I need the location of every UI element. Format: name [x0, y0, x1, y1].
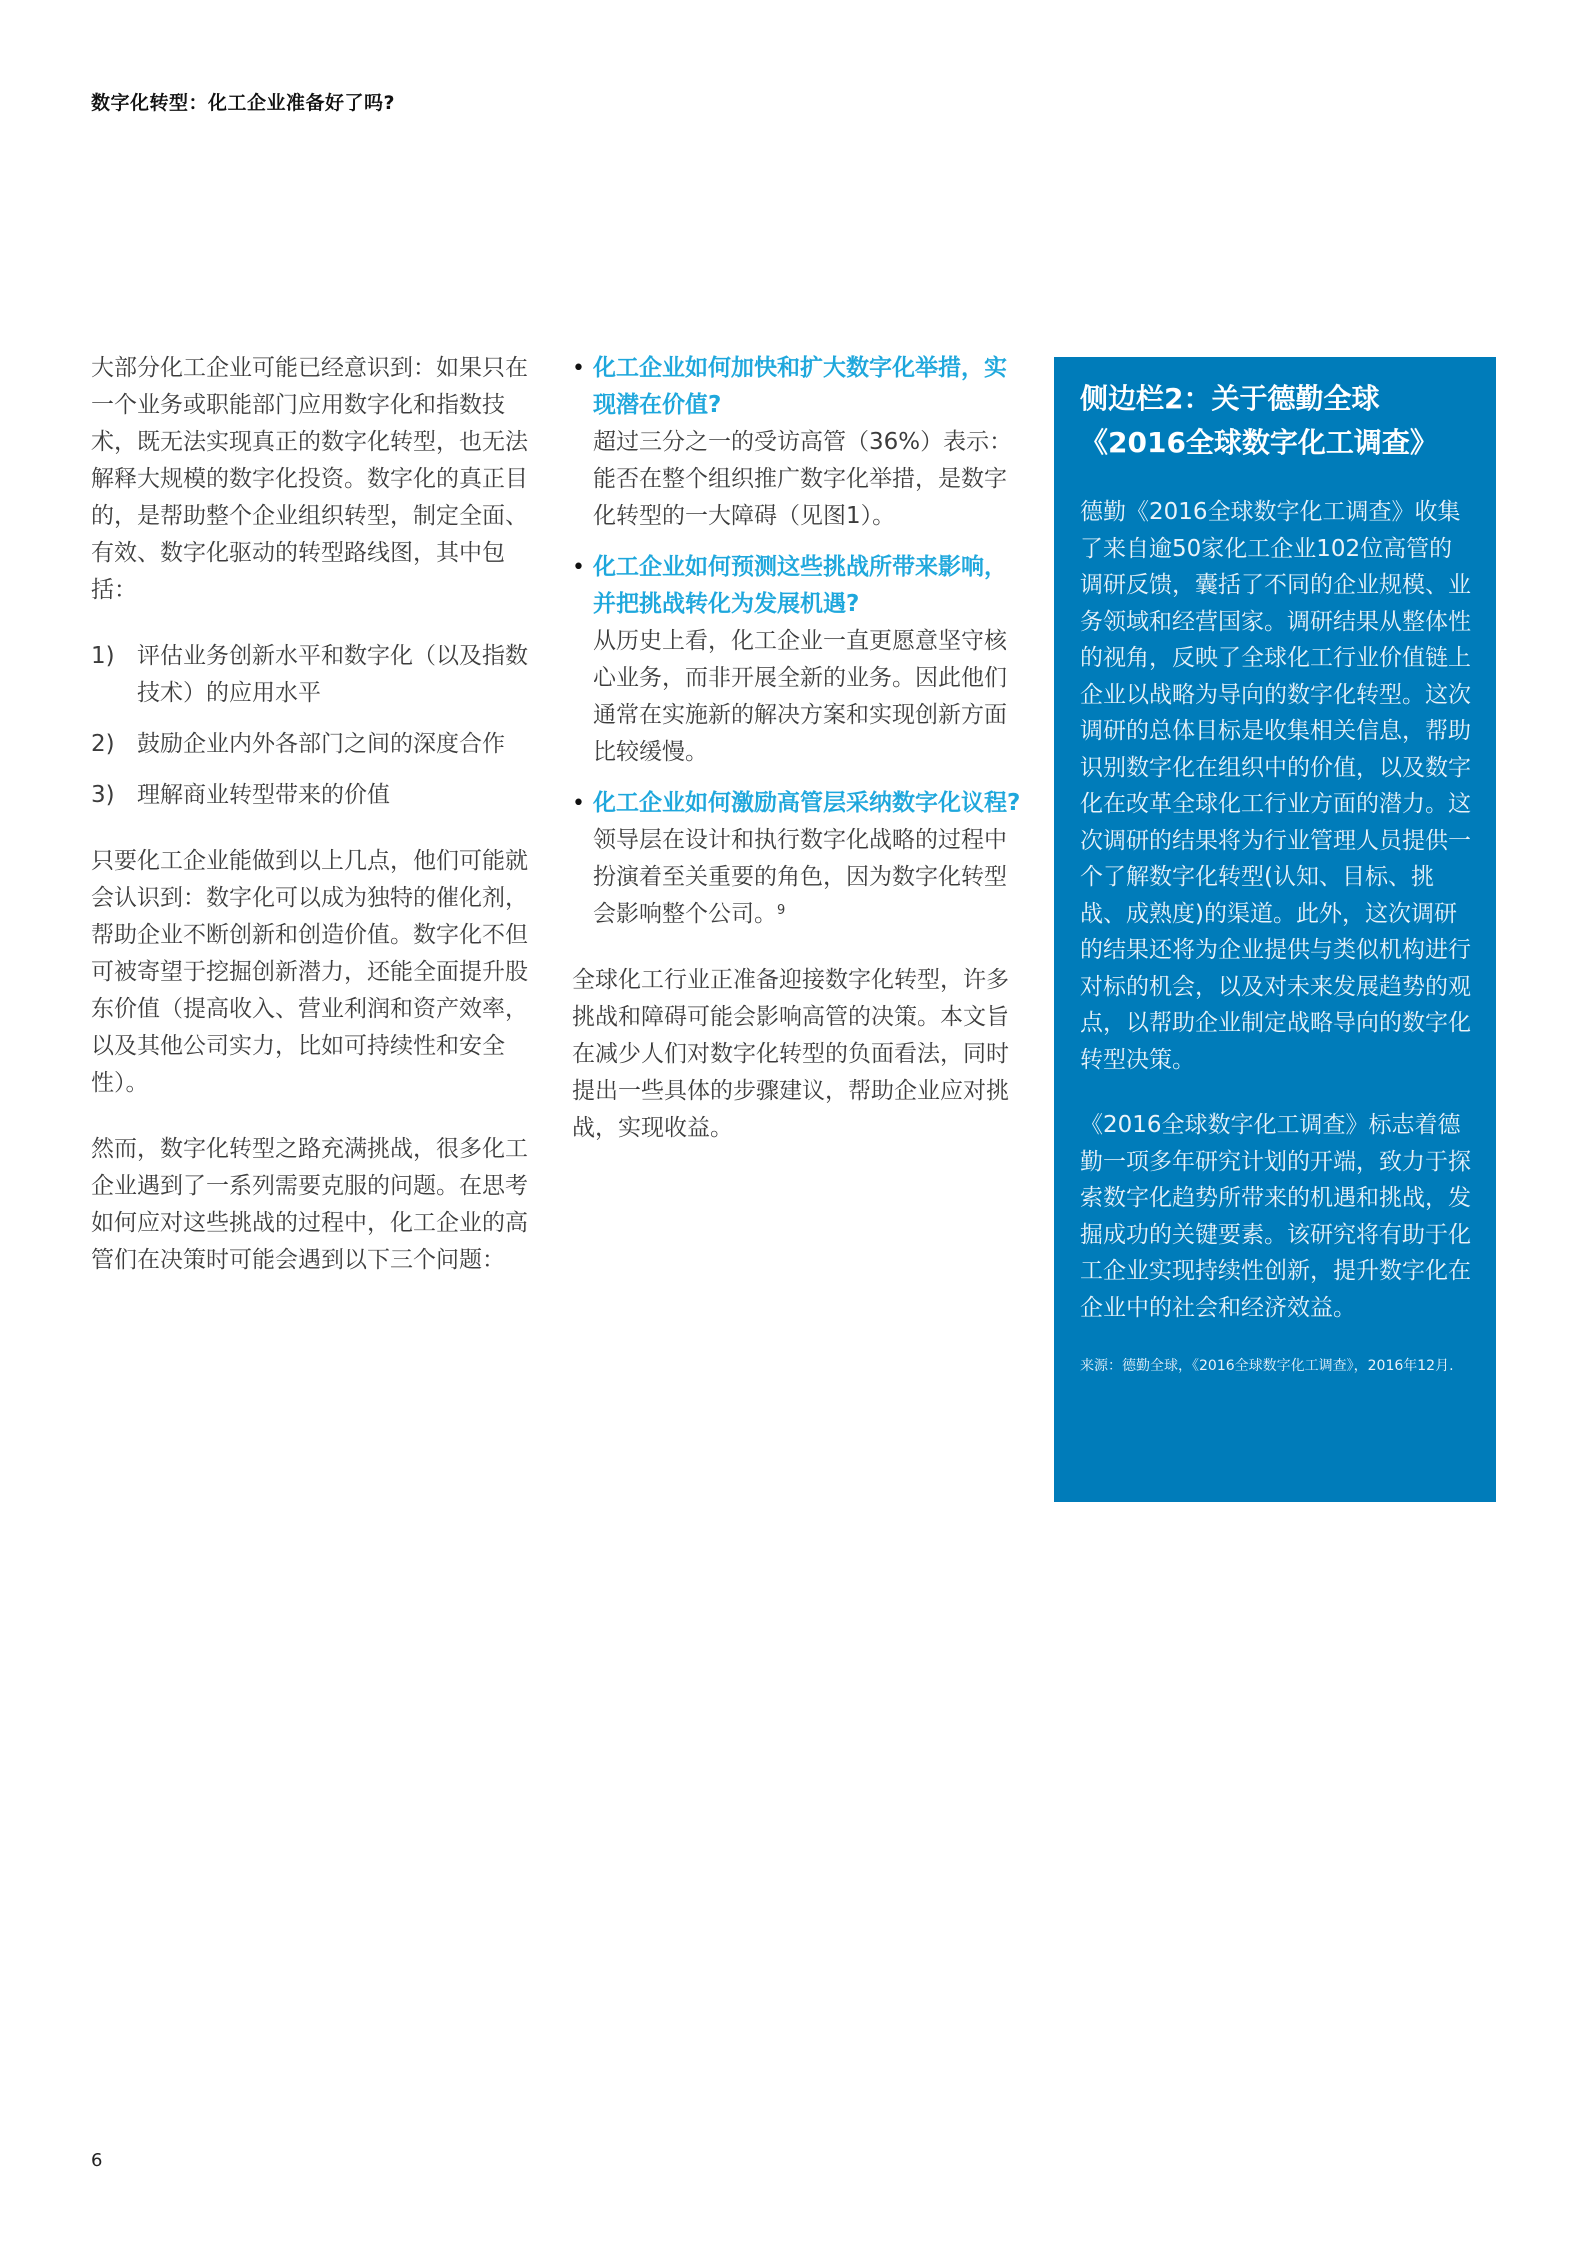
sidebar-title [1080, 377, 1471, 465]
question-answer: 超过三分之一的受访高管（36%）表示：能否在整个组织推广数字化举措，是数字化转型的一大障碍（见图1）。 [593, 429, 1013, 529]
left-column [91, 350, 536, 1308]
page-number: 6 [91, 2150, 103, 2171]
question-heading: 化工企业如何加快和扩大数字化举措，实现潜在价值? [593, 355, 1007, 418]
sidebar-paragraph-research: 《2016全球数字化工调查》标志着德勤一项多年研究计划的开端，致力于探索数字化趋势所带来的机遇和挑战，发掘成功的关键要素。该研究将有助于化工企业实现持续性创新，提升数字化在企业中的社会和经济效益。 [1080, 1112, 1471, 1321]
bullet-icon: • [572, 356, 585, 381]
list-text: 鼓励企业内外各部门之间的深度合作 [137, 731, 505, 757]
question-heading: 化工企业如何预测这些挑战所带来影响，并把挑战转化为发展机遇? [593, 554, 1007, 617]
sidebar-title-line-1: 侧边栏2：关于德勤全球 [1080, 382, 1380, 415]
numbered-list-item [91, 638, 536, 712]
closing-paragraph: 全球化工行业正准备迎接数字化转型，许多挑战和障碍可能会影响高管的决策。本文旨在减少人们对数字化转型的负面看法，同时提出一些具体的步骤建议，帮助企业应对挑战，实现收益。 [572, 967, 1009, 1141]
question-item [572, 549, 1027, 771]
list-number: 2) [91, 731, 115, 757]
running-header: 数字化转型：化工企业准备好了吗? [91, 92, 396, 114]
question-list [572, 350, 1027, 933]
footnote-reference[interactable]: 9 [777, 903, 786, 918]
list-text: 理解商业转型带来的价值 [137, 782, 390, 808]
question-answer: 从历史上看，化工企业一直更愿意坚守核心业务，而非开展全新的业务。因此他们通常在实施新的解决方案和实现创新方面比较缓慢。 [593, 628, 1007, 765]
answer-text: 领导层在设计和执行数字化战略的过程中扮演着至关重要的角色，因为数字化转型会影响整个公司。 [593, 827, 1007, 927]
sidebar-source: 来源：德勤全球，《2016全球数字化工调查》，2016年12月. [1080, 1358, 1454, 1374]
question-item [572, 350, 1027, 535]
list-text: 评估业务创新水平和数字化（以及指数技术）的应用水平 [137, 643, 528, 706]
numbered-list-item [91, 777, 536, 814]
bullet-icon: • [572, 791, 585, 816]
question-heading: 化工企业如何激励高管层采纳数字化议程? [593, 790, 1021, 816]
catalyst-paragraph: 只要化工企业能做到以上几点，他们可能就会认识到：数字化可以成为独特的催化剂，帮助企业不断创新和创造价值。数字化不但可被寄望于挖掘创新潜力，还能全面提升股东价值（提高收入、营业利润和资产效率，以及其他公司实力，比如可持续性和安全性）。 [91, 848, 528, 1096]
sidebar-paragraph-survey: 德勤《2016全球数字化工调查》收集了来自逾50家化工企业102位高管的调研反馈，囊括了不同的企业规模、业务领域和经营国家。调研结果从整体性的视角，反映了全球化工行业价值链上企业以战略为导向的数字化转型。这次调研的总体目标是收集相关信息，帮助识别数字化在组织中的价值，以及数字化在改革全球化工行业方面的潜力。这次调研的结果将为行业管理人员提供一个了解数字化转型(认知、目标、挑战、成熟度)的渠道。此外，这次调研的结果还将为企业提供与类似机构进行对标的机会，以及对未来发展趋势的观点，以帮助企业制定战略导向的数字化转型决策。 [1080, 499, 1471, 1073]
sidebar-box [1054, 357, 1496, 1502]
list-number: 3) [91, 782, 115, 808]
middle-column [572, 350, 1027, 1176]
challenges-paragraph: 然而，数字化转型之路充满挑战，很多化工企业遇到了一系列需要克服的问题。在思考如何应对这些挑战的过程中，化工企业的高管们在决策时可能会遇到以下三个问题： [91, 1136, 528, 1273]
sidebar-title-line-2: 《2016全球数字化工调查》 [1080, 426, 1438, 459]
numbered-list-item [91, 726, 536, 763]
bullet-icon: • [572, 555, 585, 580]
numbered-list [91, 638, 536, 814]
list-number: 1) [91, 643, 115, 669]
question-item [572, 785, 1027, 933]
question-answer [593, 822, 1027, 933]
intro-paragraph: 大部分化工企业可能已经意识到：如果只在一个业务或职能部门应用数字化和指数技术，既无法实现真正的数字化转型，也无法解释大规模的数字化投资。数字化的真正目的，是帮助整个企业组织转型，制定全面、有效、数字化驱动的转型路线图，其中包括： [91, 355, 528, 603]
